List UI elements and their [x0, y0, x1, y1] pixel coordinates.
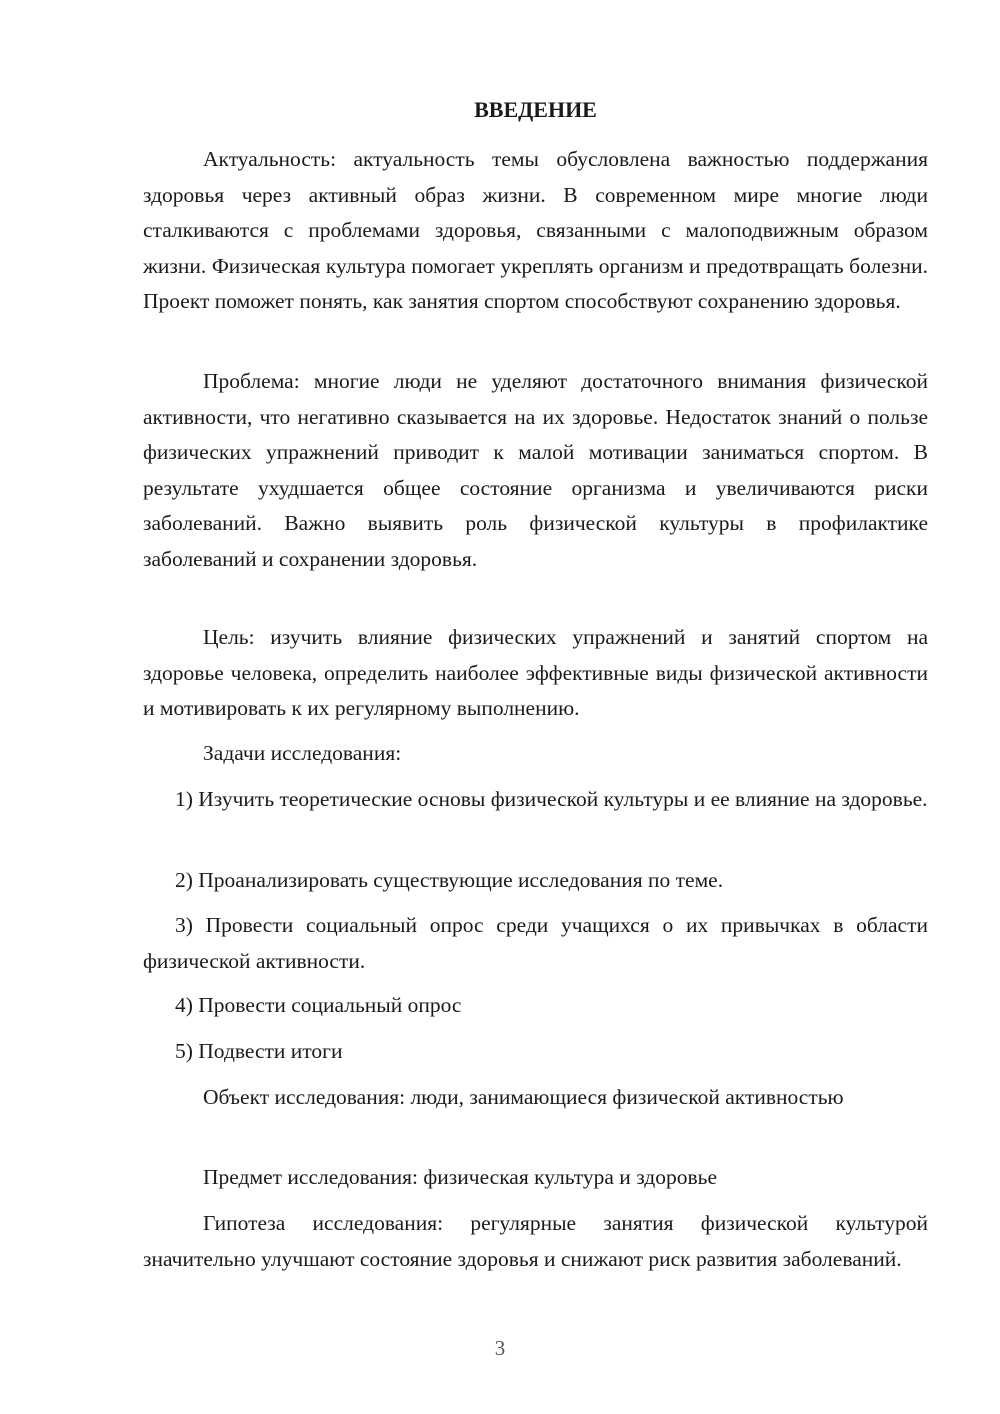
paragraph-problem: Проблема: многие люди не уделяют достаточного внимания физической активности, что негативно сказывается на их здоровье. Недостаток знаний о пользе физических упражнений приводит к малой мотивации заниматься спортом. В результате ухудшается общее состояние организма и увеличиваются риски заболеваний. Важно выявить роль физической культуры в профилактике заболеваний и сохранении здоровья.	[143, 369, 928, 571]
task-item-3: 3) Провести социальный опрос среди учащихся о их привычках в области физической активности.	[143, 913, 928, 973]
paragraph-subject: Предмет исследования: физическая культура и здоровье	[203, 1165, 717, 1189]
paragraph-relevance: Актуальность: актуальность темы обусловлена важностью поддержания здоровья через активный образ жизни. В современном мире многие люди сталкиваются с проблемами здоровья, связанными с малоподвижным образом жизни. Физическая культура помогает укреплять организм и предотвращать болезни. Проект поможет понять, как занятия спортом способствуют сохранению здоровья.	[143, 147, 928, 313]
tasks-heading: Задачи исследования:	[203, 741, 402, 765]
paragraph-object: Объект исследования: люди, занимающиеся физической активностью	[203, 1085, 844, 1109]
task-item-1: 1) Изучить теоретические основы физической культуры и ее влияние на здоровье.	[175, 787, 928, 811]
task-item-5: 5) Подвести итоги	[175, 1039, 343, 1063]
page-title: ВВЕДЕНИЕ	[474, 97, 597, 122]
page-number: 3	[494, 1336, 506, 1360]
task-item-4: 4) Провести социальный опрос	[175, 993, 462, 1017]
task-item-2: 2) Проанализировать существующие исследования по теме.	[175, 868, 724, 892]
paragraph-hypothesis: Гипотеза исследования: регулярные занятия физической культурой значительно улучшают состояние здоровья и снижают риск развития заболеваний.	[143, 1211, 928, 1271]
paragraph-goal: Цель: изучить влияние физических упражнений и занятий спортом на здоровье человека, определить наиболее эффективные виды физической активности и мотивировать к их регулярному выполнению.	[143, 625, 928, 720]
